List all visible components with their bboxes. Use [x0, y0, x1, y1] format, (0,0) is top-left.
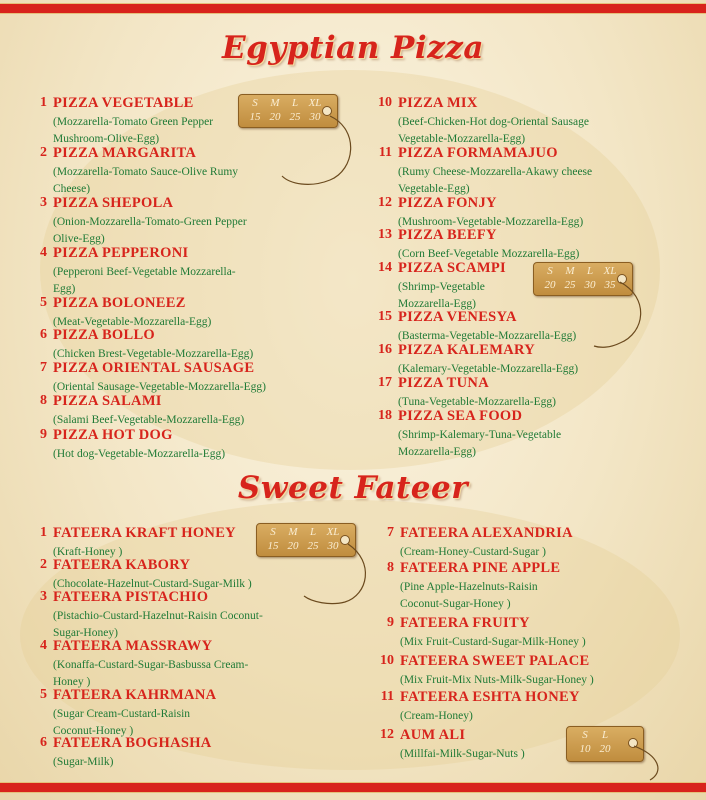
- size-label: XL: [308, 97, 322, 109]
- item-description: (Tuna-Vegetable-Mozzarella-Egg): [398, 396, 556, 408]
- item-number: 11: [378, 145, 392, 160]
- item-description: (Cream-Honey-Custard-Sugar ): [400, 546, 546, 558]
- item-number: 1: [40, 95, 47, 110]
- item-number: 9: [40, 427, 47, 442]
- item-number: 10: [378, 95, 392, 110]
- price-value: 30: [584, 279, 596, 291]
- size-label: M: [270, 97, 280, 109]
- price-value: 30: [309, 111, 321, 123]
- item-description: (Hot dog-Vegetable-Mozzarella-Egg): [53, 448, 226, 460]
- size-label: L: [601, 729, 609, 741]
- item-description: (Oriental Sausage-Vegetable-Mozzarella-Egg): [53, 381, 266, 393]
- item-name: PIZZA HOT DOG: [53, 427, 173, 443]
- item-name: PIZZA BOLLO: [53, 327, 156, 343]
- item-description: (Pine Apple-Hazelnuts-Raisin Coconut-Sugar-Honey ): [400, 581, 538, 610]
- item-name: PIZZA VEGETABLE: [53, 95, 194, 111]
- item-number: 8: [40, 393, 47, 408]
- item-name: FATEERA FRUITY: [400, 615, 530, 631]
- item-name: PIZZA FONJY: [398, 195, 497, 211]
- price-value: 15: [249, 111, 261, 123]
- item-name: PIZZA SEA FOOD: [398, 408, 523, 424]
- price-value: 20: [287, 540, 299, 552]
- item-number: 13: [378, 227, 392, 242]
- item-description: (Kraft-Honey ): [53, 546, 123, 558]
- item-description: (Meat-Vegetable-Mozzarella-Egg): [53, 316, 212, 328]
- item-name: FATEERA KAHRMANA: [53, 687, 217, 703]
- item-description: (Pistachio-Custard-Hazelnut-Raisin Coconut-Sugar-Honey): [53, 610, 263, 639]
- size-label: M: [565, 265, 575, 277]
- size-label: L: [586, 265, 594, 277]
- pizza-section-title: Egyptian Pizza: [222, 30, 484, 66]
- item-number: 3: [40, 195, 47, 210]
- item-number: 8: [387, 560, 394, 575]
- item-number: 1: [40, 525, 47, 540]
- fateer-section-title: Sweet Fateer: [237, 470, 469, 506]
- item-name: PIZZA TUNA: [398, 375, 489, 391]
- item-name: PIZZA BEEFY: [398, 227, 497, 243]
- item-name: FATEERA KRAFT HONEY: [53, 525, 236, 541]
- item-description: (Sugar-Milk): [53, 756, 114, 768]
- item-description: (Sugar Cream-Custard-Raisin Coconut-Honey ): [53, 708, 191, 737]
- item-description: (Shrimp-Vegetable Mozzarella-Egg): [398, 281, 485, 310]
- item-number: 4: [40, 245, 47, 260]
- item-name: PIZZA FORMAMAJUO: [398, 145, 558, 161]
- item-number: 3: [40, 589, 47, 604]
- item-description: (Mozzarella-Tomato Sauce-Olive Rumy Cheese): [53, 166, 239, 195]
- item-name: FATEERA MASSRAWY: [53, 638, 213, 654]
- size-label: S: [252, 97, 258, 109]
- item-description: (Salami Beef-Vegetable-Mozzarella-Egg): [53, 414, 245, 426]
- item-number: 5: [40, 295, 47, 310]
- item-description: (Chicken Brest-Vegetable-Mozzarella-Egg): [53, 348, 254, 360]
- item-number: 17: [378, 375, 392, 390]
- item-number: 5: [40, 687, 47, 702]
- item-name: FATEERA PINE APPLE: [400, 560, 561, 576]
- item-number: 14: [378, 260, 392, 275]
- item-name: PIZZA SCAMPI: [398, 260, 506, 276]
- tag-string: [590, 278, 660, 358]
- item-description: (Rumy Cheese-Mozzarella-Akawy cheese Vegetable-Egg): [398, 166, 593, 195]
- item-name: PIZZA MIX: [398, 95, 478, 111]
- item-number: 7: [40, 360, 47, 375]
- item-number: 6: [40, 735, 47, 750]
- item-description: (Corn Beef-Vegetable Mozzarella-Egg): [398, 248, 580, 260]
- item-description: (Basterma-Vegetable-Mozzarella-Egg): [398, 330, 577, 342]
- item-name: FATEERA SWEET PALACE: [400, 653, 590, 669]
- tag-string: [280, 110, 360, 200]
- item-description: (Shrimp-Kalemary-Tuna-Vegetable Mozzarella-Egg): [398, 429, 562, 458]
- item-name: FATEERA KABORY: [53, 557, 191, 573]
- item-number: 4: [40, 638, 47, 653]
- item-description: (Mushroom-Vegetable-Mozzarella-Egg): [398, 216, 584, 228]
- price-value: 35: [604, 279, 616, 291]
- price-value: 15: [267, 540, 279, 552]
- item-name: PIZZA KALEMARY: [398, 342, 536, 358]
- price-value: 25: [564, 279, 576, 291]
- item-description: (Pepperoni Beef-Vegetable Mozzarella-Egg): [53, 266, 236, 295]
- item-number: 12: [378, 195, 392, 210]
- size-label: L: [291, 97, 299, 109]
- top-red-band: [0, 3, 706, 14]
- item-description: (Beef-Chicken-Hot dog-Oriental Sausage Vegetable-Mozzarella-Egg): [398, 116, 589, 145]
- size-label: XL: [603, 265, 617, 277]
- size-label: S: [270, 526, 276, 538]
- item-number: 9: [387, 615, 394, 630]
- size-label: XL: [326, 526, 340, 538]
- item-name: AUM ALI: [400, 727, 466, 743]
- bottom-red-band: [0, 782, 706, 793]
- item-number: 18: [378, 408, 392, 423]
- price-value: 20: [599, 743, 611, 755]
- item-description: (Millfai-Milk-Sugar-Nuts ): [400, 748, 525, 760]
- item-description: (Mix Fruit-Custard-Sugar-Milk-Honey ): [400, 636, 586, 648]
- item-name: PIZZA SHEPOLA: [53, 195, 174, 211]
- item-number: 7: [387, 525, 394, 540]
- item-name: FATEERA ALEXANDRIA: [400, 525, 573, 541]
- item-name: FATEERA BOGHASHA: [53, 735, 212, 751]
- item-number: 11: [380, 689, 394, 704]
- item-description: (Konaffa-Custard-Sugar-Basbussa Cream-Honey ): [53, 659, 249, 688]
- item-number: 2: [40, 557, 47, 572]
- item-name: PIZZA VENESYA: [398, 309, 517, 325]
- item-number: 10: [380, 653, 394, 668]
- price-value: 20: [544, 279, 556, 291]
- item-description: (Mix Fruit-Mix Nuts-Milk-Sugar-Honey ): [400, 674, 594, 686]
- item-name: PIZZA MARGARITA: [53, 145, 197, 161]
- price-value: 30: [327, 540, 339, 552]
- size-label: M: [288, 526, 298, 538]
- price-value: 20: [269, 111, 281, 123]
- item-description: (Mozzarella-Tomato Green Pepper Mushroom-Olive-Egg): [53, 116, 214, 145]
- item-description: (Onion-Mozzarella-Tomato-Green Pepper Olive-Egg): [53, 216, 247, 245]
- tag-string: [620, 742, 670, 782]
- item-number: 16: [378, 342, 392, 357]
- item-name: FATEERA ESHTA HONEY: [400, 689, 580, 705]
- item-description: (Kalemary-Vegetable-Mozzarella-Egg): [398, 363, 579, 375]
- item-name: PIZZA ORIENTAL SAUSAGE: [53, 360, 255, 376]
- size-label: L: [309, 526, 317, 538]
- item-description: (Cream-Honey): [400, 710, 473, 722]
- price-value: 25: [289, 111, 301, 123]
- item-name: PIZZA PEPPERONI: [53, 245, 189, 261]
- size-label: S: [547, 265, 553, 277]
- tag-string: [300, 540, 380, 620]
- item-name: PIZZA BOLONEEZ: [53, 295, 186, 311]
- size-label: S: [582, 729, 588, 741]
- item-number: 15: [378, 309, 392, 324]
- item-number: 2: [40, 145, 47, 160]
- item-number: 12: [380, 727, 394, 742]
- item-name: PIZZA SALAMI: [53, 393, 162, 409]
- price-value: 25: [307, 540, 319, 552]
- item-number: 6: [40, 327, 47, 342]
- item-description: (Chocolate-Hazelnut-Custard-Sugar-Milk ): [53, 578, 252, 590]
- item-name: FATEERA PISTACHIO: [53, 589, 209, 605]
- price-value: 10: [579, 743, 591, 755]
